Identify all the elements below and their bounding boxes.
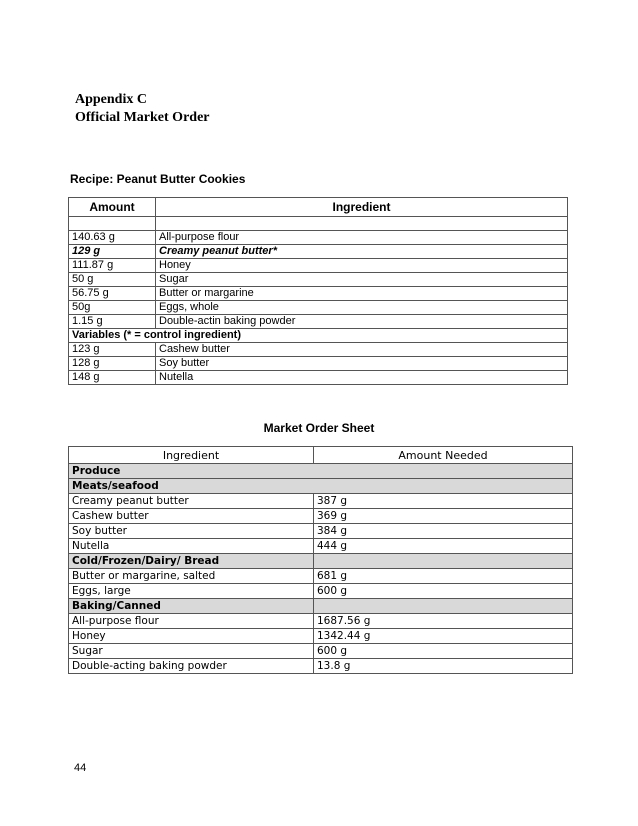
market-order-title: Market Order Sheet [263,421,375,435]
recipe-table [68,197,568,385]
ingredient-cell: Nutella [69,539,314,554]
category-empty-cell [314,554,573,569]
table-row [69,569,573,584]
amount-cell: 148 g [69,371,156,385]
amount-cell: 681 g [314,569,573,584]
appendix-title: Appendix C [75,92,147,107]
amount-cell: 50g [69,301,156,315]
empty-cell [69,217,156,231]
table-row [69,259,568,273]
category-label: Cold/Frozen/Dairy/ Bread [69,554,314,569]
ingredient-cell: Cashew butter [69,509,314,524]
category-empty-cell [314,599,573,614]
amount-cell: 50 g [69,273,156,287]
table-row [69,245,568,259]
recipe-empty-row [69,217,568,231]
ingredient-cell: Creamy peanut butter* [156,245,568,259]
table-row [69,614,573,629]
table-row [69,659,573,674]
ingredient-cell: Sugar [69,644,314,659]
category-row-baking [69,599,573,614]
amount-cell: 600 g [314,584,573,599]
ingredient-cell: Eggs, large [69,584,314,599]
ingredient-cell: Double-acting baking powder [69,659,314,674]
table-row [69,509,573,524]
empty-cell [156,217,568,231]
amount-cell: 1.15 g [69,315,156,329]
recipe-title: Recipe: Peanut Butter Cookies [70,172,246,186]
ingredient-cell: All-purpose flour [156,231,568,245]
amount-header: Amount [69,198,156,217]
market-header-row [69,447,573,464]
table-row [69,357,568,371]
category-row-meats [69,479,573,494]
table-row [69,343,568,357]
ingredient-cell: Honey [156,259,568,273]
ingredient-cell: Honey [69,629,314,644]
ingredient-cell: Eggs, whole [156,301,568,315]
amount-cell: 1342.44 g [314,629,573,644]
amount-cell: 444 g [314,539,573,554]
table-row [69,644,573,659]
ingredient-cell: Cashew butter [156,343,568,357]
table-row [69,315,568,329]
ingredient-cell: Butter or margarine, salted [69,569,314,584]
amount-cell: 128 g [69,357,156,371]
appendix-subtitle: Official Market Order [75,110,210,125]
category-label: Produce [69,464,573,479]
ingredient-cell: All-purpose flour [69,614,314,629]
amount-cell: 600 g [314,644,573,659]
ingredient-header: Ingredient [69,447,314,464]
category-row-cold [69,554,573,569]
appendix-heading [75,91,210,127]
table-row [69,539,573,554]
ingredient-cell: Creamy peanut butter [69,494,314,509]
table-row [69,584,573,599]
amount-cell: 384 g [314,524,573,539]
table-row [69,371,568,385]
recipe-header-row [69,198,568,217]
amount-cell: 387 g [314,494,573,509]
table-row [69,524,573,539]
amount-cell: 111.87 g [69,259,156,273]
ingredient-cell: Soy butter [69,524,314,539]
ingredient-header: Ingredient [156,198,568,217]
ingredient-cell: Butter or margarine [156,287,568,301]
table-row [69,301,568,315]
ingredient-cell: Sugar [156,273,568,287]
ingredient-cell: Nutella [156,371,568,385]
amount-cell: 140.63 g [69,231,156,245]
page-number: 44 [74,762,87,774]
amount-cell: 56.75 g [69,287,156,301]
amount-cell: 13.8 g [314,659,573,674]
ingredient-cell: Double-actin baking powder [156,315,568,329]
amount-cell: 123 g [69,343,156,357]
amount-cell: 1687.56 g [314,614,573,629]
ingredient-cell: Soy butter [156,357,568,371]
variables-label: Variables (* = control ingredient) [69,329,568,343]
table-row [69,494,573,509]
amount-cell: 129 g [69,245,156,259]
category-label: Baking/Canned [69,599,314,614]
amount-needed-header: Amount Needed [314,447,573,464]
table-row [69,629,573,644]
category-label: Meats/seafood [69,479,573,494]
table-row [69,273,568,287]
table-row [69,287,568,301]
market-order-table [68,446,573,674]
variables-row [69,329,568,343]
table-row [69,231,568,245]
category-row-produce [69,464,573,479]
amount-cell: 369 g [314,509,573,524]
